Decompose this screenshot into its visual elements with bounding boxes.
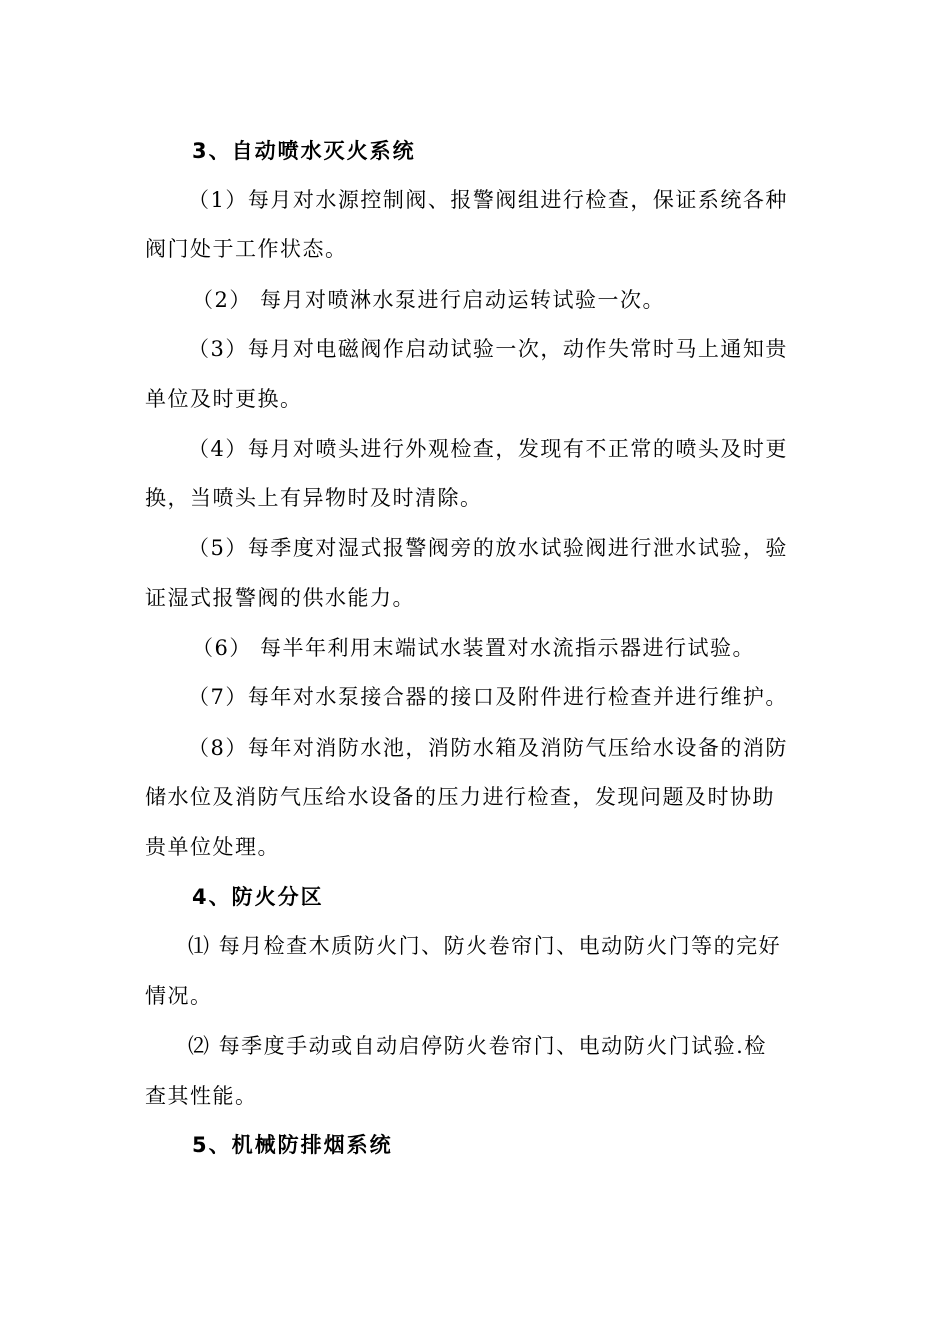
- paragraph-line: 换，当喷头上有异物时及时清除。: [145, 486, 483, 510]
- paragraph-line: 阀门处于工作状态。: [145, 237, 348, 261]
- paragraph-line: （8）每年对消防水池，消防水箱及消防气压给水设备的消防: [188, 736, 788, 760]
- section-heading-sprinkler: 3、自动喷水灭火系统: [192, 139, 416, 163]
- paragraph-line: 储水位及消防气压给水设备的压力进行检查，发现问题及时协助: [145, 785, 775, 809]
- paragraph-line: （3）每月对电磁阀作启动试验一次，动作失常时马上通知贵: [188, 337, 788, 361]
- paragraph-line: （1）每月对水源控制阀、报警阀组进行检查，保证系统各种: [188, 188, 788, 212]
- paragraph-line: 查其性能。: [145, 1084, 258, 1108]
- section-heading-smoke-control: 5、机械防排烟系统: [192, 1133, 393, 1157]
- paragraph-line: （7）每年对水泵接合器的接口及附件进行检查并进行维护。: [188, 685, 788, 709]
- paragraph-line: 单位及时更换。: [145, 387, 303, 411]
- paragraph-line: （5）每季度对湿式报警阀旁的放水试验阀进行泄水试验，验: [188, 536, 788, 560]
- paragraph-line: 贵单位处理。: [145, 835, 280, 859]
- paragraph-line: ⑴ 每月检查木质防火门、防火卷帘门、电动防火门等的完好: [188, 934, 782, 958]
- paragraph-line: 情况。: [145, 984, 213, 1008]
- paragraph-line: （4）每月对喷头进行外观检查，发现有不正常的喷头及时更: [188, 437, 788, 461]
- paragraph-line: 证湿式报警阀的供水能力。: [145, 586, 415, 610]
- paragraph-line: （2） 每月对喷淋水泵进行启动运转试验一次。: [192, 288, 666, 312]
- paragraph-line: （6） 每半年利用末端试水装置对水流指示器进行试验。: [192, 636, 756, 660]
- paragraph-line: ⑵ 每季度手动或自动启停防火卷帘门、电动防火门试验.检: [188, 1034, 767, 1058]
- section-heading-fire-compartment: 4、防火分区: [192, 885, 324, 909]
